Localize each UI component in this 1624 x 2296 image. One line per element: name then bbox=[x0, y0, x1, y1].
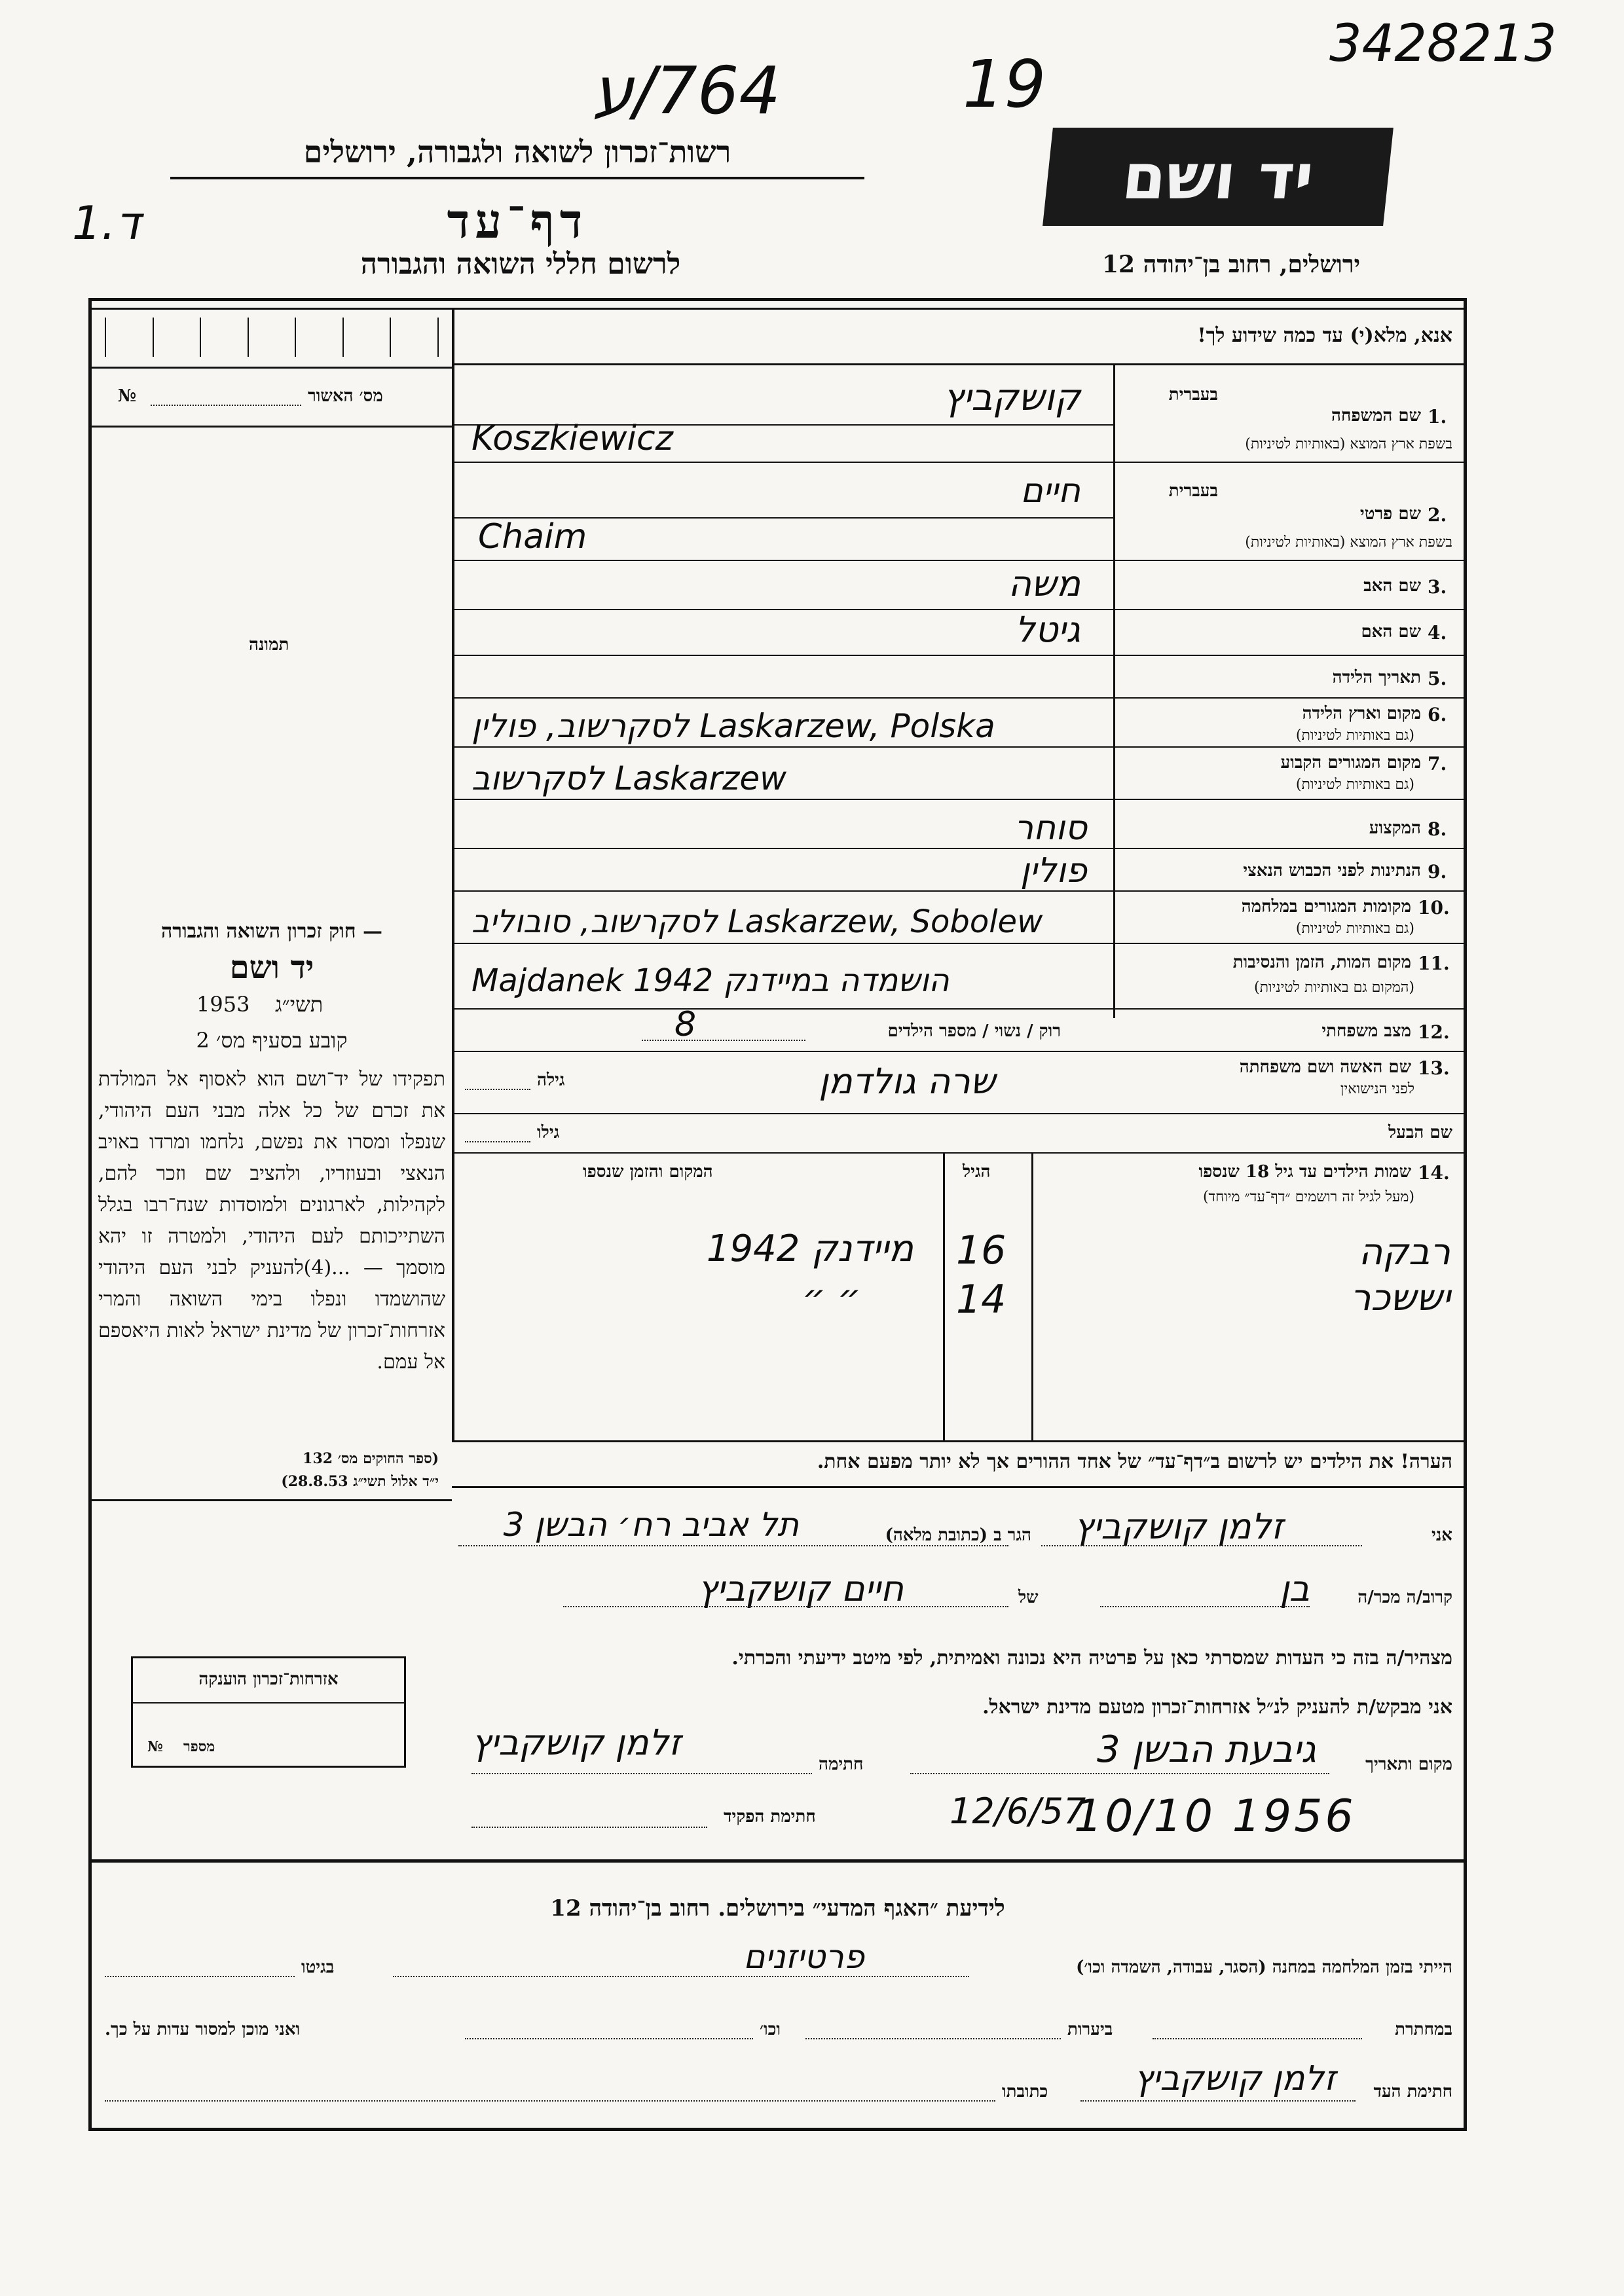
signature-value: זלמן קושקביץ bbox=[471, 1722, 681, 1763]
bottom-line1-field bbox=[393, 1976, 969, 1977]
witness-field bbox=[1080, 2100, 1356, 2102]
of-label: של bbox=[1018, 1588, 1039, 1607]
file-reference: 764/ע bbox=[593, 52, 781, 129]
note-top-line bbox=[452, 1440, 1467, 1442]
citizenship-box-number-label: מספר bbox=[183, 1738, 215, 1755]
row-line bbox=[452, 746, 1467, 748]
cert-number-label: מס׳ האשור bbox=[308, 386, 383, 406]
place-date-label: מקום ותאריך bbox=[1365, 1755, 1452, 1774]
husband-age-field bbox=[465, 1141, 530, 1142]
address-label: כתובתו bbox=[1002, 2082, 1048, 2102]
field-7-label: מקום המגורים הקבוע bbox=[1280, 753, 1421, 773]
signature-label: חתימה bbox=[819, 1755, 864, 1774]
page-number: 19 bbox=[963, 46, 1046, 122]
of-value: חיים קושקביץ bbox=[697, 1568, 904, 1609]
field-7-number: 7. bbox=[1428, 753, 1447, 774]
field-12-number: 12. bbox=[1418, 1021, 1450, 1043]
field-7-sub: (גם באותיות לטיניות) bbox=[1295, 776, 1414, 793]
children-number: 14. bbox=[1418, 1162, 1450, 1184]
field-2-number: 2. bbox=[1428, 504, 1447, 526]
field-4-label: שם האם bbox=[1361, 622, 1421, 642]
institution-underline bbox=[170, 177, 864, 179]
officer-date: 12/6/57 bbox=[950, 1791, 1086, 1832]
forests-field bbox=[805, 2038, 1061, 2039]
witness-label: חתימת העד bbox=[1373, 2082, 1452, 2102]
field-6-sub: (גם באותיות לטיניות) bbox=[1295, 727, 1414, 744]
etc-label: וכו׳ bbox=[760, 2020, 781, 2039]
law-year-hebrew: תשי״ג bbox=[275, 992, 323, 1017]
children-count-value: 8 bbox=[674, 1005, 697, 1044]
field-11-value: Majdanek 1942 הושמדה במיידנק bbox=[471, 962, 950, 999]
law-reference-1: (ספר החוקים מס׳ 132 bbox=[303, 1450, 439, 1467]
row-line bbox=[452, 799, 1467, 800]
row-line bbox=[452, 848, 1467, 849]
field-6-label: מקום וארץ הלידה bbox=[1302, 704, 1421, 723]
field-13-label: שם האשה ושם משפחתה bbox=[1239, 1057, 1411, 1077]
children-age-header: הגיל bbox=[963, 1162, 991, 1182]
address-field bbox=[105, 2100, 995, 2102]
citizenship-box-no: № bbox=[147, 1738, 163, 1755]
children-age-col-right bbox=[1031, 1152, 1033, 1440]
citizenship-box-divider bbox=[131, 1702, 406, 1704]
wife-age-label: גילה bbox=[537, 1070, 565, 1090]
field-11-number: 11. bbox=[1418, 953, 1450, 974]
child-2-place: ״ ״ bbox=[802, 1277, 861, 1319]
bottom-line1-value: פרטיזנים bbox=[743, 1938, 864, 1976]
law-reference-2: י״ד אלול תשי״ג 28.8.53) bbox=[281, 1473, 439, 1490]
children-place-header: המקום והזמן שנספו bbox=[583, 1162, 713, 1182]
field-13-number: 13. bbox=[1418, 1057, 1450, 1079]
yad-vashem-logo bbox=[1043, 128, 1393, 226]
field-2-side-label: בעברית bbox=[1168, 481, 1218, 501]
field-4-value: גיטל bbox=[1014, 609, 1080, 650]
field-3-label: שם האב bbox=[1363, 576, 1421, 596]
field-5-label: תאריך הלידה bbox=[1332, 668, 1421, 687]
field-1-label: שם המשפחה bbox=[1331, 406, 1421, 426]
field-2-label: שם פרטי bbox=[1359, 504, 1421, 524]
declaration-date: 10/10 1956 bbox=[1074, 1791, 1356, 1842]
place-date-field bbox=[910, 1773, 1329, 1774]
top-frame-inner bbox=[88, 308, 1467, 310]
form-subtitle: לרשום חללי השואה והגבורה bbox=[360, 247, 681, 281]
forests-label: ביערות bbox=[1067, 2020, 1113, 2039]
row-line bbox=[452, 697, 1467, 699]
relation-field bbox=[1100, 1606, 1310, 1607]
left-column-bottom bbox=[88, 1499, 452, 1501]
declarant-address: תל אביב רח׳ הבשן 3 bbox=[503, 1506, 799, 1544]
row-line bbox=[452, 609, 1467, 610]
child-2-name: יששכר bbox=[1350, 1277, 1450, 1319]
declarant-name-field bbox=[1041, 1545, 1362, 1546]
child-2-age: 14 bbox=[956, 1277, 1006, 1322]
child-1-place: מיידנק 1942 bbox=[706, 1228, 913, 1270]
left-column-separator bbox=[452, 308, 454, 1440]
row-line bbox=[452, 560, 1467, 561]
declarant-name: זלמן קושקביץ bbox=[1074, 1506, 1283, 1547]
cert-no-mark: № bbox=[118, 386, 137, 406]
row-line bbox=[452, 1008, 1467, 1010]
row-line bbox=[452, 462, 1467, 463]
etc-field bbox=[465, 2038, 753, 2039]
children-age-col-left bbox=[943, 1152, 945, 1440]
field-8-value: סוחר bbox=[1014, 809, 1087, 848]
field-3-value: משה bbox=[1008, 563, 1080, 604]
instruction: אנא, מלא(י) עד כמה שידוע לך! bbox=[1197, 324, 1452, 347]
relation-value: בן bbox=[1280, 1568, 1310, 1609]
field-7-value: לסקרשוב Laskarzew bbox=[471, 759, 787, 797]
relative-label: קרוב/ה מכר/ה bbox=[1357, 1588, 1452, 1607]
field-2-latin-value: Chaim bbox=[478, 517, 587, 556]
ghetto-label: בגיטו bbox=[301, 1958, 335, 1977]
field-8-number: 8. bbox=[1428, 818, 1447, 840]
field-9-number: 9. bbox=[1428, 861, 1447, 883]
row-line bbox=[452, 1113, 1467, 1114]
row-line bbox=[452, 943, 1467, 944]
husband-age-label: גילו bbox=[537, 1123, 560, 1142]
cert-strip-line bbox=[88, 367, 452, 369]
field-9-label: הנתינות לפני הכבוש הנאצי bbox=[1243, 861, 1421, 881]
row-line bbox=[452, 655, 1467, 656]
field-1-number: 1. bbox=[1428, 406, 1447, 428]
field-10-sub: (גם באותיות לטיניות) bbox=[1295, 920, 1414, 937]
underground-field bbox=[1153, 2038, 1362, 2039]
child-1-name: רבקה bbox=[1358, 1231, 1450, 1273]
field-6-number: 6. bbox=[1428, 704, 1447, 725]
field-13-sub: לפני הנישואין bbox=[1340, 1081, 1414, 1097]
officer-field bbox=[471, 1827, 707, 1828]
row-line bbox=[452, 1152, 1467, 1154]
field-10-label: מקומות המגורים במלחמה bbox=[1241, 897, 1411, 917]
field-10-value: לסקרשוב, סובוליב Laskarzew, Sobolew bbox=[471, 903, 1043, 940]
children-label: שמות הילדים עד גיל 18 שנספו bbox=[1198, 1162, 1411, 1182]
field-11-sub: (המקום גם באותיות לטיניות) bbox=[1254, 979, 1414, 996]
witness-signature: זלמן קושקביץ bbox=[1134, 2059, 1336, 2098]
declaration-text: מצהיר/ה בזה כי העדות שמסרתי כאן על פרטיה היא נכונה ואמיתית, לפי מיטב ידיעתי והכרתי. bbox=[731, 1647, 1452, 1669]
side-mark: ד.1 bbox=[72, 196, 141, 250]
law-year: 1953 bbox=[196, 992, 250, 1017]
cert-boxes bbox=[105, 318, 439, 357]
citizenship-box-title: אזרחות־זכרון הוענקה bbox=[198, 1669, 339, 1689]
children-sub: (מעל לגיל זה רושמים ״דף־עד״ מיוחד) bbox=[1202, 1189, 1414, 1205]
declarant-i-label: אני bbox=[1431, 1525, 1452, 1545]
place-date-value: גיבעת הבשן 3 bbox=[1097, 1728, 1316, 1771]
field-6-value: לסקרשוב, פולין Laskarzew, Polska bbox=[471, 707, 995, 745]
cert-bottom-line bbox=[88, 426, 452, 428]
field-1-latin-value: Koszkiewicz bbox=[471, 419, 673, 458]
field-10-number: 10. bbox=[1418, 897, 1450, 919]
resides-label: הגר ב (כתובת מלאה) bbox=[885, 1525, 1031, 1545]
wife-name-value: שרה גולדמן bbox=[819, 1061, 995, 1102]
ready-label: ואני מוכן למסור עדות על כך. bbox=[105, 2020, 301, 2039]
field-1-sub: בשפת ארץ המוצא (באותיות לטיניות) bbox=[1245, 436, 1452, 452]
note-bottom-line bbox=[452, 1486, 1467, 1488]
form-title: דף־עד bbox=[447, 193, 588, 249]
officer-label: חתימת הפקיד bbox=[724, 1807, 816, 1827]
law-clause: קובע בסעיף מס׳ 2 bbox=[196, 1028, 348, 1053]
cert-number-field bbox=[151, 405, 301, 406]
bottom-heading: לידיעת ״האגף המדעי״ בירושלים. רחוב בן־יהודה 12 bbox=[550, 1895, 1005, 1922]
fields-top-line bbox=[452, 363, 1467, 365]
field-1-side-label: בעברית bbox=[1168, 385, 1218, 405]
underground-label: במחתרת bbox=[1395, 2020, 1452, 2039]
ghetto-field bbox=[105, 1976, 295, 1977]
declarant-address-field bbox=[458, 1545, 1008, 1546]
field-8-label: המקצוע bbox=[1369, 818, 1421, 838]
field-1-hebrew-value: קושקביץ bbox=[943, 376, 1080, 419]
bottom-line1-label: הייתי בזמן המלחמה במחנה (הסגר, עבודה, השמדה וכו׳) bbox=[1076, 1958, 1452, 1977]
archive-number: 3428213 bbox=[1329, 14, 1557, 73]
field-11-label: מקום המות, הזמן והנסיבות bbox=[1232, 953, 1411, 972]
request-text: אני מבקש/ת להעניק לנ״ל אזרחות־זכרון מטעם מדינת ישראל. bbox=[982, 1696, 1452, 1719]
wife-age-field bbox=[465, 1089, 530, 1090]
law-name: יד ושם bbox=[229, 949, 314, 986]
field-2-hebrew-value: חיים bbox=[1020, 471, 1080, 511]
field-5-number: 5. bbox=[1428, 668, 1447, 689]
field-12-label: מצב משפחתי bbox=[1321, 1021, 1411, 1041]
note: הערה! את הילדים יש לרשום ב״דף־עד״ של אחד ההורים אך לא יותר מפעם אחת. bbox=[817, 1450, 1452, 1473]
field-2-sub: בשפת ארץ המוצא (באותיות לטיניות) bbox=[1245, 534, 1452, 551]
field-9-value: פולין bbox=[1020, 851, 1087, 890]
bottom-section-divider bbox=[88, 1859, 1467, 1863]
row-line bbox=[452, 1051, 1467, 1052]
husband-label: שם הבעל bbox=[1388, 1123, 1452, 1142]
row-line bbox=[452, 890, 1467, 892]
law-body: תפקידו של יד־ושם הוא לאסוף אל המולדת את זכרם של כל אלה מבני העם היהודי, שנפלו ומסרו את נפשם, נלחמו ומרדו באויב הנאצי ובעוזריו, ולהציב שם וזכר להם, לקהילות, לארגונים ולמוסדות שנח־רבו בגלל השתייכותם לעם היהודי, ולמטרה זו יהא מוסמך — ...(4)להעניק לבני העם היהודי שהושמדו ונפלו בימי השואה והמרי אזרחות־זכרון של מדינת ישראל לאות היאספם אל עמם. bbox=[98, 1068, 446, 1374]
field-4-number: 4. bbox=[1428, 622, 1447, 644]
institution-name: רשות־זכרון לשואה ולגבורה, ירושלים bbox=[303, 134, 731, 170]
logo-text: יד ושם bbox=[1118, 140, 1318, 213]
of-field bbox=[563, 1606, 1008, 1607]
signature-field bbox=[471, 1773, 812, 1774]
children-count-field bbox=[642, 1040, 805, 1041]
child-1-age: 16 bbox=[956, 1228, 1006, 1273]
law-header: — חוק זכרון השואה והגבורה bbox=[161, 920, 382, 943]
field-3-number: 3. bbox=[1428, 576, 1447, 598]
address: ירושלים, רחוב בן־יהודה 12 bbox=[1101, 251, 1361, 278]
marital-options: רוק / נשוי / מספר הילדים bbox=[887, 1021, 1061, 1041]
photo-label: תמונה bbox=[249, 635, 289, 655]
